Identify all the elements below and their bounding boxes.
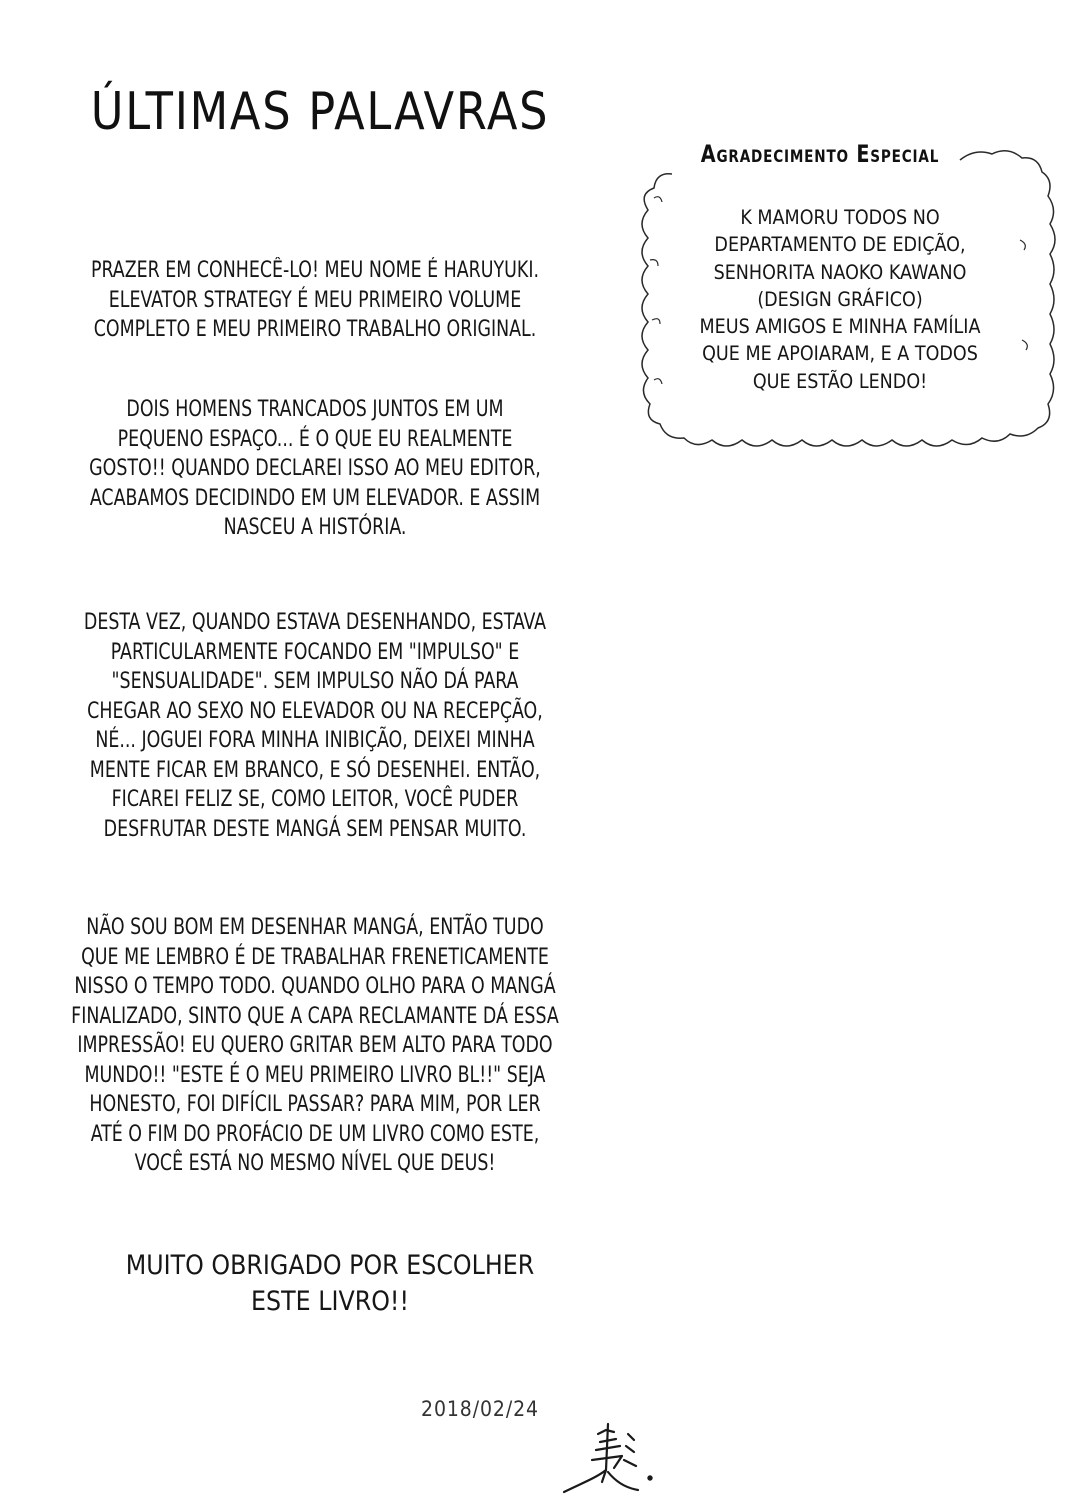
special-thanks-heading: Agradecimento Especial — [697, 140, 943, 168]
paragraph-drawing-focus: DESTA VEZ, QUANDO ESTAVA DESENHANDO, ESTAVA PARTICULARMENTE FOCANDO EM "IMPULSO" E "SENSUALIDADE". SEM IMPULSO NÃO DÁ PARA CHEGAR AO SEXO NO ELEVADOR OU NA RECEPÇÃO, NÉ... JOGUEI FORA MINHA INIBIÇÃO, DEIXEI MINHA MENTE FICAR EM BRANCO, E SÓ DESENHEI. ENTÃO, FICAREI FELIZ SE, COMO LEITOR, VOCÊ PUDER DESFRUTAR DESTE MANGÁ SEM PENSAR MUITO. — [83, 610, 547, 842]
closing-message: MUITO OBRIGADO POR ESCOLHER ESTE LIVRO!! — [125, 1250, 535, 1317]
date-stamp: 2018/02/24 — [421, 1397, 539, 1421]
special-thanks-line: MEUS AMIGOS E MINHA FAMÍLIA — [699, 315, 981, 339]
paragraph-story-origin: DOIS HOMENS TRANCADOS JUNTOS EM UM PEQUENO ESPAÇO... É O QUE EU REALMENTE GOSTO!! QUANDO DECLAREI ISSO AO MEU EDITOR, ACABAMOS DECIDINDO EM UM ELEVADOR. E ASSIM NASCEU A HISTÓRIA. — [89, 397, 541, 540]
special-thanks-line: QUE ESTÃO LENDO! — [752, 369, 928, 393]
special-thanks-line: K MAMORU TODOS NO — [740, 206, 940, 229]
paragraph-reflection: NÃO SOU BOM EM DESENHAR MANGÁ, ENTÃO TUDO QUE ME LEMBRO É DE TRABALHAR FRENETICAMENTE NISSO O TEMPO TODO. QUANDO OLHO PARA O MANGÁ FINALIZADO, SINTO QUE A CAPA RECLAMANTE DÁ ESSA IMPRESSÃO! EU QUERO GRITAR BEM ALTO PARA TODO MUNDO!! "ESTE É O MEU PRIMEIRO LIVRO BL!!" SEJA HONESTO, FOI DIFÍCIL PASSAR? PARA MIM, POR LER ATÉ O FIM DO PROFÁCIO DE UM LIVRO COMO ESTE, VOCÊ ESTÁ NO MESMO NÍVEL QUE DEUS! — [71, 915, 559, 1176]
special-thanks-line: SENHORITA NAOKO KAWANO — [713, 260, 967, 284]
paragraph-introduction: PRAZER EM CONHECÊ-LO! MEU NOME É HARUYUKI. ELEVATOR STRATEGY É MEU PRIMEIRO VOLUME COMPLETO E MEU PRIMEIRO TRABALHO ORIGINAL. — [90, 258, 540, 342]
handwritten-signature — [556, 1412, 666, 1502]
special-thanks-line: DEPARTAMENTO DE EDIÇÃO, — [714, 233, 966, 257]
special-thanks-list — [669, 204, 1011, 395]
page-title: ÚLTIMAS PALAVRAS — [90, 82, 550, 142]
special-thanks-line: QUE ME APOIARAM, E A TODOS — [702, 342, 978, 366]
special-thanks-line: (DESIGN GRÁFICO) — [757, 287, 923, 311]
